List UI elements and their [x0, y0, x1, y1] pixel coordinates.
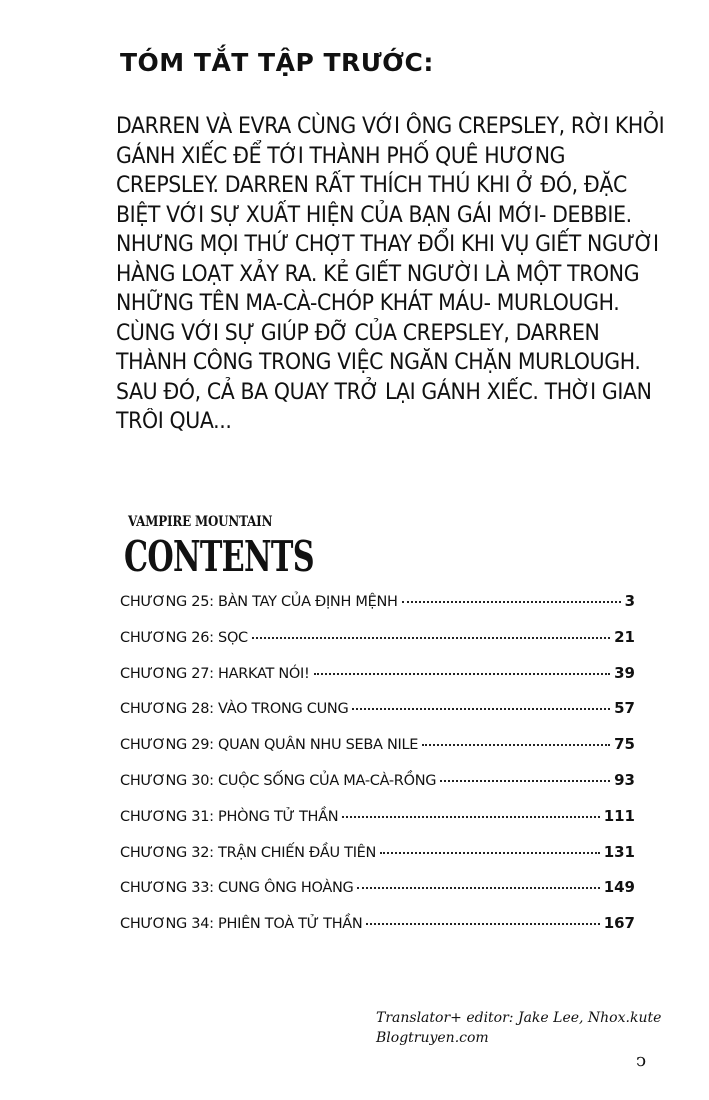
page-number: 131: [603, 842, 635, 861]
dot-leader: [402, 601, 621, 603]
toc-entry: [120, 592, 635, 628]
chapter-title: CHƯƠNG 30: CUỘC SỐNG CỦA MA-CÀ-RỒNG: [120, 772, 437, 789]
dot-leader: [422, 744, 610, 746]
page-mark-icon: ↄ: [636, 1050, 647, 1071]
chapter-title: CHƯƠNG 25: BÀN TAY CỦA ĐỊNH MỆNH: [120, 594, 398, 610]
summary-line: GÁNH XIẾC ĐỂ TỚI THÀNH PHỐ QUÊ HƯƠNG: [116, 143, 566, 169]
chapter-title: CHƯƠNG 26: SỌC: [120, 629, 248, 646]
dot-leader: [440, 780, 610, 782]
series-title: VAMPIRE MOUNTAIN: [128, 514, 273, 530]
dot-leader: [357, 887, 599, 889]
page-number: 167: [603, 914, 635, 933]
chapter-title: CHƯƠNG 28: VÀO TRONG CUNG: [120, 701, 349, 718]
toc-entry: [120, 771, 635, 807]
translator-credit: Translator+ editor: Jake Lee, Nhox.kute: [376, 1010, 662, 1026]
summary-line: DARREN VÀ EVRA CÙNG VỚI ÔNG CREPSLEY, RỜI KHỎI: [116, 114, 665, 139]
toc-entry: [120, 735, 635, 771]
summary-line: CREPSLEY. DARREN RẤT THÍCH THÚ KHI Ở ĐÓ, ĐẶC: [116, 173, 627, 198]
summary-title: TÓM TẮT TẬP TRƯỚC:: [120, 48, 434, 77]
site-credit: Blogtruyen.com: [376, 1030, 489, 1046]
chapter-title: CHƯƠNG 31: PHÒNG TỬ THẦN: [120, 808, 339, 825]
page-number: 111: [603, 806, 635, 825]
dot-leader: [352, 708, 610, 710]
summary-line: BIỆT VỚI SỰ XUẤT HIỆN CỦA BẠN GÁI MỚI- DEBBIE.: [116, 202, 632, 228]
summary-line: TRÔI QUA...: [116, 409, 232, 434]
chapter-title: CHƯƠNG 34: PHIÊN TOÀ TỬ THẦN: [120, 916, 363, 933]
summary-line: NHƯNG MỌI THỨ CHỢT THAY ĐỔI KHI VỤ GIẾT NGƯỜI: [116, 232, 659, 257]
page-number: 3: [624, 592, 635, 610]
dot-leader: [380, 852, 600, 854]
page-number: 149: [603, 878, 635, 897]
dot-leader: [314, 673, 611, 675]
summary-line: NHỮNG TÊN MA-CÀ-CHÓP KHÁT MÁU- MURLOUGH.: [116, 291, 620, 316]
toc-entry: [120, 628, 635, 664]
page-number: 75: [614, 735, 635, 754]
dot-leader: [252, 637, 610, 639]
table-of-contents: [120, 592, 635, 950]
page-number: 39: [614, 663, 635, 682]
chapter-title: CHƯƠNG 29: QUAN QUÂN NHU SEBA NILE: [120, 737, 419, 754]
chapter-title: CHƯƠNG 32: TRẬN CHIẾN ĐẦU TIÊN: [120, 844, 377, 861]
summary-line: HÀNG LOẠT XẢY RA. KẺ GIẾT NGƯỜI LÀ MỘT TRONG: [116, 261, 640, 287]
toc-entry: [120, 699, 635, 735]
chapter-title: CHƯƠNG 33: CUNG ÔNG HOÀNG: [120, 880, 354, 897]
summary-line: SAU ĐÓ, CẢ BA QUAY TRỞ LẠI GÁNH XIẾC. THỜI GIAN: [116, 379, 652, 405]
toc-entry: [120, 878, 635, 914]
toc-entry: [120, 843, 635, 879]
page-number: 57: [614, 699, 635, 718]
toc-entry: [120, 807, 635, 843]
summary-line: THÀNH CÔNG TRONG VIỆC NGĂN CHẶN MURLOUGH.: [116, 350, 641, 375]
dot-leader: [366, 923, 599, 925]
dot-leader: [342, 816, 599, 818]
toc-entry: [120, 914, 635, 950]
chapter-title: CHƯƠNG 27: HARKAT NÓI!: [120, 665, 310, 682]
credits: [376, 1008, 661, 1048]
page-number: 93: [614, 770, 635, 789]
summary-line: CÙNG VỚI SỰ GIÚP ĐỠ CỦA CREPSLEY, DARREN: [116, 320, 600, 346]
toc-entry: [120, 664, 635, 700]
summary-paragraph: [116, 112, 696, 437]
contents-heading: CONTENTS: [124, 532, 314, 581]
page-number: 21: [614, 627, 635, 646]
